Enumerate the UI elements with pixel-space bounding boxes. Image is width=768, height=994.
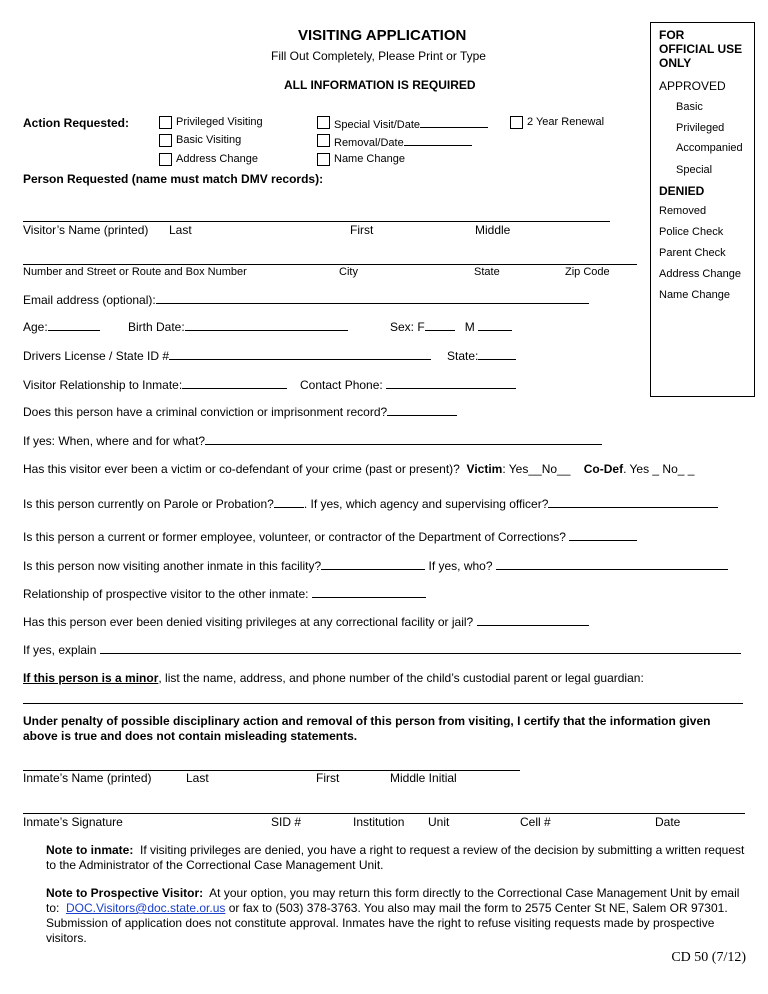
birth-date-label: Birth Date: (128, 320, 185, 334)
sid-label: SID # (271, 815, 302, 829)
sex-m-label: M (464, 320, 475, 334)
address-change-label: Address Change (176, 153, 258, 165)
email-label: Email address (optional): (23, 293, 156, 307)
denied-parent-check: Parent Check (659, 247, 726, 259)
visitor-first-label: First (350, 223, 374, 237)
minor-bold-label: If this person is a minor (23, 671, 159, 685)
note-inmate-text: If visiting privileges are denied, you have a right to request a review of the decision by submitting a written request to the Administrator of the Correctional Case Management Unit. (46, 843, 745, 872)
removal-checkbox[interactable] (317, 134, 330, 147)
license-state-field[interactable] (478, 348, 516, 360)
inmate-middle-label: Middle Initial (390, 771, 457, 785)
address-change-checkbox[interactable] (159, 153, 172, 166)
employee-field[interactable] (569, 529, 637, 541)
name-change-checkbox[interactable] (317, 153, 330, 166)
license-label: Drivers License / State ID # (23, 349, 170, 363)
phone-label: Contact Phone: (300, 378, 383, 392)
denied-police-check: Police Check (659, 226, 724, 238)
approved-privileged: Privileged (676, 122, 725, 134)
official-use-title-2: OFFICIAL USE (659, 42, 743, 56)
relationship-field[interactable] (182, 377, 287, 389)
visitor-name-label: Visitor’s Name (printed) (23, 223, 149, 237)
victim-question: Has this visitor ever been a victim or co-defendant of your crime (past or present)? (23, 462, 460, 476)
official-use-title-3: ONLY (659, 56, 692, 70)
relationship-other-field[interactable] (312, 586, 426, 598)
conviction-question: Does this person have a criminal conviction or imprisonment record? (23, 405, 388, 419)
form-title: VISITING APPLICATION (298, 27, 467, 44)
parole-agency-question: . If yes, which agency and supervising officer? (303, 497, 549, 511)
parole-field[interactable] (274, 496, 304, 508)
email-row (23, 292, 589, 307)
parole-question: Is this person currently on Parole or Probation? (23, 497, 274, 511)
visiting-other-question: Is this person now visiting another inmate in this facility? (23, 559, 322, 573)
age-label: Age: (23, 320, 48, 334)
victim-label: Victim (466, 462, 503, 476)
minor-rest-label: , list the name, address, and phone number of the child’s custodial parent or legal guardian: (158, 671, 644, 685)
license-row (23, 348, 431, 363)
form-subtitle: Fill Out Completely, Please Print or Type (271, 49, 486, 63)
inmate-signature-line[interactable] (23, 813, 745, 814)
note-visitor-label: Note to Prospective Visitor: (46, 886, 204, 900)
basic-visiting-label: Basic Visiting (176, 134, 242, 146)
denied-question: Has this person ever been denied visiting privileges at any correctional facility or jail? (23, 615, 474, 629)
inmate-name-label: Inmate’s Name (printed) (23, 771, 152, 785)
city-label: City (339, 266, 358, 278)
victim-options[interactable]: : Yes__No__ (502, 462, 571, 476)
certification-text: Under penalty of possible disciplinary action and removal of this person from visiting, I certify that the information given above is true and does not contain misleading statements. (23, 714, 711, 743)
inmate-last-label: Last (186, 771, 209, 785)
relationship-other-row (23, 586, 426, 601)
visiting-other-field[interactable] (321, 558, 425, 570)
parole-agency-field[interactable] (548, 496, 718, 508)
street-label: Number and Street or Route and Box Number (23, 266, 247, 278)
relationship-other-question: Relationship of prospective visitor to the other inmate: (23, 587, 309, 601)
employee-question: Is this person a current or former employee, volunteer, or contractor of the Department of Corrections? (23, 530, 566, 544)
license-field[interactable] (169, 348, 431, 360)
sex-label: Sex: (390, 320, 415, 334)
codef-options[interactable]: . Yes _ No_ _ (623, 462, 695, 476)
birth-row (128, 319, 348, 334)
codef-label: Co-Def (583, 462, 624, 476)
denied-field[interactable] (477, 614, 589, 626)
note-visitor-text-1: At your option, you may return this form directly to the Correctional Case Management Unit by email to: (46, 886, 740, 915)
note-visitor-text-2: or fax to (503) 378-3763. You also may mail the form to 2575 Center St NE, Salem OR 97301. Submission of application does not constitute approval. Inmates have the right to refuse visiting requests made by prospective visitors. (46, 901, 728, 945)
sex-f-label: F (417, 320, 425, 334)
if-yes-when-label: If yes: When, where and for what? (23, 434, 206, 448)
if-yes-who-field[interactable] (496, 558, 728, 570)
removal-label: Removal/Date (334, 134, 472, 149)
note-to-visitor (46, 886, 746, 946)
victim-row (23, 462, 694, 476)
age-row (23, 319, 100, 334)
privileged-visiting-label: Privileged Visiting (176, 116, 263, 128)
address-line[interactable] (23, 264, 637, 265)
conviction-row (23, 404, 457, 419)
inmate-first-label: First (316, 771, 340, 785)
visitor-email-link[interactable]: DOC.Visitors@doc.state.or.us (66, 901, 226, 915)
relationship-row (23, 377, 287, 392)
explain-field[interactable] (100, 642, 741, 654)
state-label: State (474, 266, 500, 278)
action-requested-label: Action Requested: (23, 116, 130, 130)
denied-heading: DENIED (659, 184, 705, 198)
two-year-renewal-label: 2 Year Renewal (527, 116, 605, 128)
date-label: Date (655, 815, 681, 829)
if-yes-when-row (23, 433, 602, 448)
email-field[interactable] (156, 292, 589, 304)
visitor-name-line[interactable] (23, 221, 610, 222)
visitor-middle-label: Middle (475, 223, 511, 237)
minor-row (23, 671, 644, 685)
special-visit-date-field[interactable] (420, 116, 488, 128)
required-notice: ALL INFORMATION IS REQUIRED (284, 78, 476, 92)
parole-row (23, 496, 718, 511)
denied-address-change: Address Change (659, 268, 741, 280)
age-field[interactable] (48, 319, 100, 331)
conviction-field[interactable] (387, 404, 457, 416)
sex-m-field[interactable] (478, 319, 512, 331)
form-number: CD 50 (7/12) (671, 950, 746, 965)
license-state-label: State: (447, 349, 479, 363)
approved-heading: APPROVED (659, 79, 726, 93)
employee-row (23, 529, 637, 544)
birth-date-field[interactable] (185, 319, 348, 331)
name-change-label: Name Change (334, 153, 405, 165)
if-yes-who-label: If yes, who? (428, 559, 493, 573)
note-inmate-label: Note to inmate: (46, 843, 134, 857)
removal-date-field[interactable] (404, 134, 472, 146)
phone-field[interactable] (386, 377, 516, 389)
phone-row (300, 377, 516, 392)
special-visit-checkbox[interactable] (317, 116, 330, 129)
unit-label: Unit (428, 815, 450, 829)
sex-f-field[interactable] (425, 319, 455, 331)
license-state-row (447, 348, 516, 363)
sex-row (390, 319, 512, 334)
inmate-signature-label: Inmate’s Signature (23, 815, 123, 829)
official-use-title-1: FOR (659, 28, 685, 42)
official-use-box (650, 22, 755, 397)
explain-row (23, 642, 741, 657)
two-year-renewal-checkbox[interactable] (510, 116, 523, 129)
explain-label: If yes, explain (23, 643, 97, 657)
approved-basic: Basic (676, 101, 703, 113)
institution-label: Institution (353, 815, 405, 829)
approved-accompanied: Accompanied (676, 142, 743, 154)
minor-guardian-line[interactable] (23, 703, 743, 704)
if-yes-when-field[interactable] (205, 433, 602, 445)
zip-label: Zip Code (565, 266, 610, 278)
basic-visiting-checkbox[interactable] (159, 134, 172, 147)
denied-name-change: Name Change (659, 289, 730, 301)
cell-label: Cell # (520, 815, 551, 829)
approved-special: Special (676, 164, 713, 176)
denied-removed: Removed (659, 205, 707, 217)
visiting-other-row (23, 558, 728, 573)
visitor-last-label: Last (169, 223, 192, 237)
relationship-label: Visitor Relationship to Inmate: (23, 378, 183, 392)
person-requested-label: Person Requested (name must match DMV records): (23, 172, 324, 186)
denied-row (23, 614, 589, 629)
special-visit-label: Special Visit/Date (334, 116, 488, 131)
privileged-visiting-checkbox[interactable] (159, 116, 172, 129)
note-to-inmate (46, 843, 746, 873)
